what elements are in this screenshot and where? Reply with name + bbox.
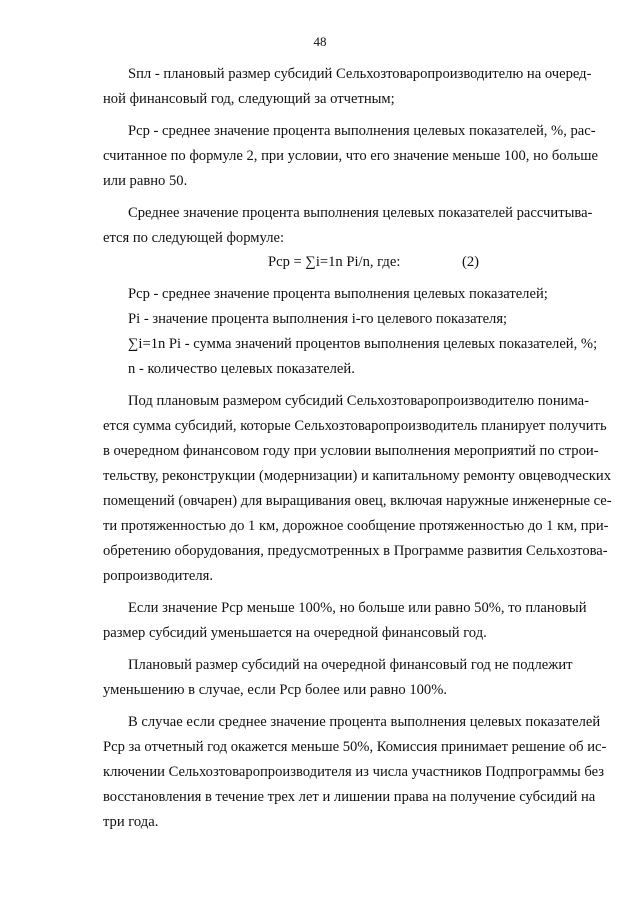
text-line: Sпл - плановый размер субсидий Сельхозтоваропроизводителю на очеред- xyxy=(128,66,592,82)
text-line: уменьшению в случае, если Pср более или равно 100%. xyxy=(103,682,448,698)
text-line: считанное по формуле 2, при условии, что его значение меньше 100, но больше xyxy=(103,148,599,164)
text-line: обретению оборудования, предусмотренных в Программе развития Сельхозтова- xyxy=(103,543,608,559)
text-line: Среднее значение процента выполнения целевых показателей рассчитыва- xyxy=(128,205,593,221)
text-line: Плановый размер субсидий на очередной финансовый год не подлежит xyxy=(128,657,573,673)
text-line: в очередном финансовом году при условии выполнения мероприятий по строи- xyxy=(103,443,599,459)
text-line: три года. xyxy=(103,814,159,830)
text-line: ключении Сельхозтоваропроизводителя из числа участников Подпрограммы без xyxy=(103,764,604,780)
text-line: Pi - значение процента выполнения i-го целевого показателя; xyxy=(128,311,508,327)
text-line: Под плановым размером субсидий Сельхозтоваропроизводителю понима- xyxy=(128,393,589,409)
text-line: восстановления в течение трех лет и лишении права на получение субсидий на xyxy=(103,789,596,805)
text-line: ти протяженностью до 1 км, дорожное сообщение протяженностью до 1 км, при- xyxy=(103,518,609,534)
text-line: ется сумма субсидий, которые Сельхозтоваропроизводитель планирует получить xyxy=(103,418,607,434)
text-line: помещений (овчарен) для выращивания овец, включая наружные инженерные се- xyxy=(103,493,612,509)
text-line: размер субсидий уменьшается на очередной финансовый год. xyxy=(103,625,487,641)
formula: Pср = ∑i=1n Pi/n, где: xyxy=(268,254,401,270)
text-line: Рср - среднее значение процента выполнения целевых показателей, %, рас- xyxy=(128,123,596,139)
formula-number: (2) xyxy=(462,254,480,270)
text-line: ∑i=1n Pi - сумма значений процентов выполнения целевых показателей, %; xyxy=(128,336,598,352)
text-line: ропроизводителя. xyxy=(103,568,213,584)
text-line: тельству, реконструкции (модернизации) и капитальному ремонту овцеводческих xyxy=(103,468,611,484)
text-line: Если значение Pср меньше 100%, но больше или равно 50%, то плановый xyxy=(128,600,587,616)
text-line: В случае если среднее значение процента выполнения целевых показателей xyxy=(128,714,601,730)
text-line: Pср за отчетный год окажется меньше 50%, Комиссия принимает решение об ис- xyxy=(103,739,607,755)
text-line: или равно 50. xyxy=(103,173,188,189)
text-line: Pср - среднее значение процента выполнения целевых показателей; xyxy=(128,286,548,302)
page-number: 48 xyxy=(313,34,327,49)
text-line: ной финансовый год, следующий за отчетным; xyxy=(103,91,395,107)
text-line: n - количество целевых показателей. xyxy=(128,361,355,377)
text-line: ется по следующей формуле: xyxy=(103,230,285,246)
